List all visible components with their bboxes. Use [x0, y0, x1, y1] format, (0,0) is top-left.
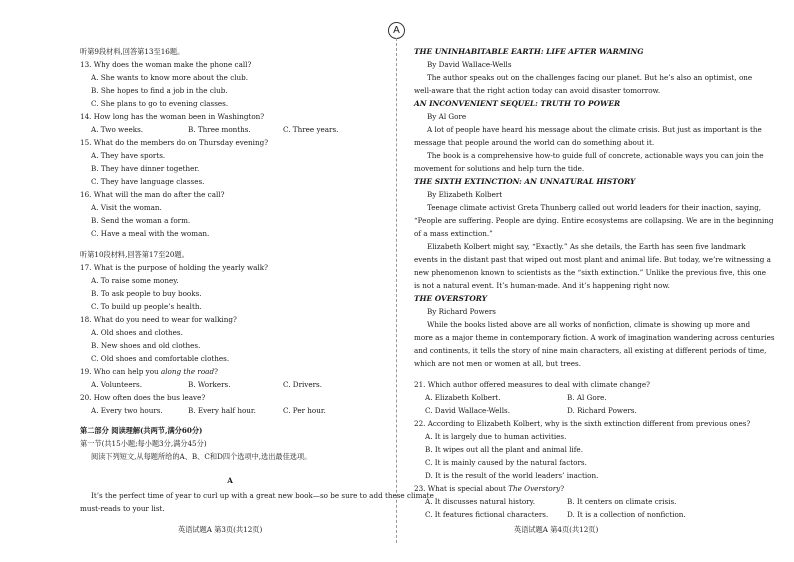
q19-option-b: B. Workers.	[188, 380, 231, 389]
book3-para2-line2: events in the distant past that wiped out most plant and animal life. But today, we’re witnessing a	[414, 255, 771, 264]
book3-para2-line3: new phenomenon known to scientists as the “sixth extinction.” Unlike the previous five, this one	[414, 268, 767, 277]
question-22: 22. According to Elizabeth Kolbert, why is the sixth extinction different from previous ones?	[414, 419, 751, 428]
q15-option-b: B. They have dinner together.	[91, 164, 200, 173]
q19-option-c: C. Drivers.	[283, 380, 323, 389]
q22-option-d: D. It is the result of the world leaders’ inaction.	[425, 471, 599, 480]
q17-option-c: C. To build up people’s health.	[91, 302, 202, 311]
question-21: 21. Which author offered measures to deal with climate change?	[414, 380, 650, 389]
q21-option-b: B. Al Gore.	[567, 393, 607, 402]
passage-intro-line1: It’s the perfect time of year to curl up with a great new book—so be sure to add these climate	[91, 491, 434, 500]
book4-title: THE OVERSTORY	[414, 294, 487, 303]
q19-option-a: A. Volunteers.	[91, 380, 142, 389]
book1-author: By David Wallace-Wells	[427, 60, 512, 69]
book2-para2-line1: The book is a comprehensive how-to guide full of concrete, actionable ways you can join the	[427, 151, 764, 160]
q20-option-c: C. Per hour.	[283, 406, 326, 415]
q13-option-c: C. She plans to go to evening classes.	[91, 99, 229, 108]
section9-heading: 听第9段材料,回答第13至16题。	[80, 47, 185, 56]
q13-option-b: B. She hopes to find a job in the club.	[91, 86, 228, 95]
book2-para1-line2: message that people around the world can do something about it.	[414, 138, 655, 147]
book3-para1-line3: of a mass extinction.”	[414, 229, 493, 238]
right-page	[397, 0, 794, 562]
passage-intro-line2: must-reads to your list.	[80, 504, 165, 513]
q14-option-b: B. Three months.	[188, 125, 251, 134]
q17-option-b: B. To ask people to buy books.	[91, 289, 202, 298]
q18-option-a: A. Old shoes and clothes.	[91, 328, 183, 337]
book3-title: THE SIXTH EXTINCTION: AN UNNATURAL HISTORY	[414, 177, 636, 186]
q23-question-mark: ?	[560, 484, 565, 493]
question-20: 20. How often does the bus leave?	[80, 393, 206, 402]
book3-para2-line1: Elizabeth Kolbert might say, “Exactly.” As she details, the Earth has seen five landmark	[427, 242, 746, 251]
q15-option-a: A. They have sports.	[91, 151, 166, 160]
q17-option-a: A. To raise some money.	[91, 276, 179, 285]
right-page-footer: 英语试题A 第4页(共12页)	[514, 525, 599, 534]
q23-italic-title: The Overstory	[508, 484, 561, 493]
question-17: 17. What is the purpose of holding the yearly walk?	[80, 263, 268, 272]
question-15: 15. What do the members do on Thursday evening?	[80, 138, 269, 147]
version-a-badge: A	[388, 22, 405, 39]
q23-option-d: D. It is a collection of nonfiction.	[567, 510, 686, 519]
q23-option-b: B. It centers on climate crisis.	[567, 497, 677, 506]
reading-instructions: 阅读下列短文,从每题所给的A、B、C和D四个选项中,选出最佳选项。	[91, 452, 312, 461]
passage-a-label: A	[227, 476, 233, 485]
book2-author: By Al Gore	[427, 112, 467, 121]
question-14: 14. How long has the woman been in Washington?	[80, 112, 265, 121]
q20-option-b: B. Every half hour.	[188, 406, 256, 415]
book3-para1-line2: “People are suffering. People are dying. Entire ecosystems are collapsing. We are in the beginning	[414, 216, 774, 225]
book3-para1-line1: Teenage climate activist Greta Thunberg called out world leaders for their inaction, saying,	[427, 203, 762, 212]
part2-section1-heading: 第一节(共15小题;每小题3分,满分45分)	[80, 439, 207, 448]
book1-title: THE UNINHABITABLE EARTH: LIFE AFTER WARMING	[414, 47, 644, 56]
q16-option-a: A. Visit the woman.	[91, 203, 162, 212]
q18-option-c: C. Old shoes and comfortable clothes.	[91, 354, 230, 363]
book3-para2-line4: is not a natural event. It’s human-made. And it’s happening right now.	[414, 281, 670, 290]
q19-italic-phrase: along the road	[160, 367, 215, 376]
book4-para-line2: more as a major theme in contemporary fiction. A work of imagination wandering across centuries	[414, 333, 775, 342]
question-19	[80, 367, 218, 377]
left-page-footer: 英语试题A 第3页(共12页)	[178, 525, 263, 534]
q16-option-b: B. Send the woman a form.	[91, 216, 191, 225]
q16-option-c: C. Have a meal with the woman.	[91, 229, 210, 238]
book2-para2-line2: movement for solutions and help turn the tide.	[414, 164, 585, 173]
q23-text: 23. What is special about	[414, 484, 509, 493]
q15-option-c: C. They have language classes.	[91, 177, 205, 186]
book4-author: By Richard Powers	[427, 307, 497, 316]
book2-title: AN INCONVENIENT SEQUEL: TRUTH TO POWER	[414, 99, 621, 108]
q14-option-a: A. Two weeks.	[91, 125, 144, 134]
q21-option-a: A. Elizabeth Kolbert.	[425, 393, 501, 402]
q21-option-c: C. David Wallace-Wells.	[425, 406, 510, 415]
q14-option-c: C. Three years.	[283, 125, 339, 134]
book1-para-line1: The author speaks out on the challenges facing our planet. But he’s also an optimist, one	[427, 73, 753, 82]
part2-heading: 第二部分 阅读理解(共两节,满分60分)	[80, 426, 203, 435]
q22-option-a: A. It is largely due to human activities.	[425, 432, 567, 441]
q18-option-b: B. New shoes and old clothes.	[91, 341, 201, 350]
book3-author: By Elizabeth Kolbert	[427, 190, 503, 199]
book4-para-line1: While the books listed above are all works of nonfiction, climate is showing up more and	[427, 320, 751, 329]
q23-option-a: A. It discusses natural history.	[425, 497, 536, 506]
q20-option-a: A. Every two hours.	[91, 406, 163, 415]
q22-option-c: C. It is mainly caused by the natural factors.	[425, 458, 587, 467]
question-18: 18. What do you need to wear for walking?	[80, 315, 237, 324]
q19-text: 19. Who can help you	[80, 367, 161, 376]
book4-para-line4: which are not men or women at all, but trees.	[414, 359, 582, 368]
book1-para-line2: well-aware that the right action today can avoid disaster tomorrow.	[414, 86, 661, 95]
q21-option-d: D. Richard Powers.	[567, 406, 637, 415]
question-13: 13. Why does the woman make the phone call?	[80, 60, 252, 69]
book4-para-line3: and continents, it tells the story of nine main characters, all existing at different periods of time,	[414, 346, 767, 355]
question-16: 16. What will the man do after the call?	[80, 190, 225, 199]
q23-option-c: C. It features fictional characters.	[425, 510, 549, 519]
question-23	[414, 484, 564, 494]
section10-heading: 听第10段材料,回答第17至20题。	[80, 250, 189, 259]
q22-option-b: B. It wipes out all the plant and animal life.	[425, 445, 583, 454]
q13-option-a: A. She wants to know more about the club.	[91, 73, 249, 82]
q19-question-mark: ?	[214, 367, 218, 376]
book2-para1-line1: A lot of people have heard his message about the climate crisis. But just as important is the	[427, 125, 762, 134]
